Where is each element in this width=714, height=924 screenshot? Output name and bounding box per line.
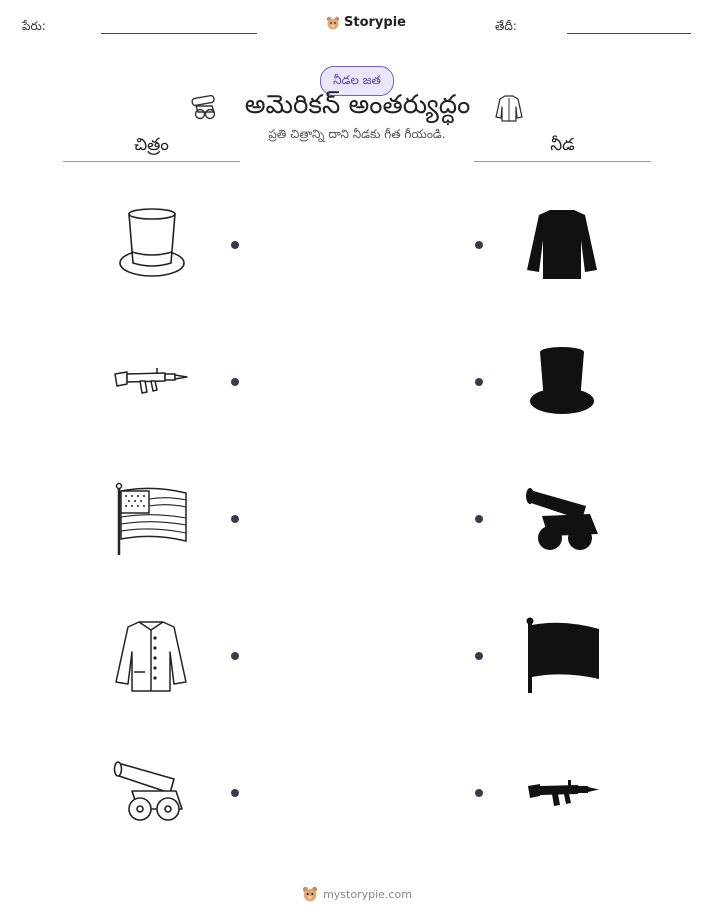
flag-shadow	[523, 617, 603, 695]
cannon-shadow	[524, 484, 602, 554]
top-hat-shadow	[527, 345, 597, 419]
shadow-dot-4[interactable]	[475, 652, 483, 660]
date-field-line[interactable]	[567, 33, 691, 34]
name-label: పేరు:	[22, 19, 46, 33]
worksheet-title: అమెరికన్ అంతర్యుద్ధం	[244, 90, 471, 120]
footer-url[interactable]: mystorypie.com	[323, 887, 412, 901]
coat-picture	[112, 618, 190, 694]
date-label: తేదీ:	[495, 19, 517, 33]
shadow-column-header: నీడ	[550, 135, 575, 155]
picture-dot-2[interactable]	[231, 378, 239, 386]
bear-logo-icon	[326, 16, 340, 30]
picture-dot-3[interactable]	[231, 515, 239, 523]
cannon-title-icon	[188, 94, 222, 120]
shadow-dot-3[interactable]	[475, 515, 483, 523]
bear-footer-icon	[302, 886, 318, 902]
picture-column-rule	[63, 161, 240, 162]
activity-badge: నీడల జత	[320, 66, 394, 96]
brand-name: Storypie	[344, 15, 406, 30]
shadow-dot-2[interactable]	[475, 378, 483, 386]
instructions: ప్రతి చిత్రాన్ని దాని నీడకు గీత గీయండి.	[268, 127, 446, 141]
name-field-line[interactable]	[101, 33, 257, 34]
coat-shadow	[523, 206, 601, 282]
shadow-dot-1[interactable]	[475, 241, 483, 249]
coat-title-icon	[494, 93, 524, 123]
rifle-shadow	[526, 775, 600, 809]
picture-dot-5[interactable]	[231, 789, 239, 797]
picture-column-header: చిత్రం	[134, 135, 169, 155]
rifle-picture	[113, 362, 189, 398]
footer	[0, 886, 714, 902]
picture-dot-4[interactable]	[231, 652, 239, 660]
cannon-picture	[112, 757, 190, 825]
brand-logo	[326, 15, 406, 30]
top-hat-picture	[115, 205, 189, 281]
shadow-dot-5[interactable]	[475, 789, 483, 797]
picture-dot-1[interactable]	[231, 241, 239, 249]
flag-picture	[112, 481, 190, 559]
shadow-column-rule	[474, 161, 651, 162]
